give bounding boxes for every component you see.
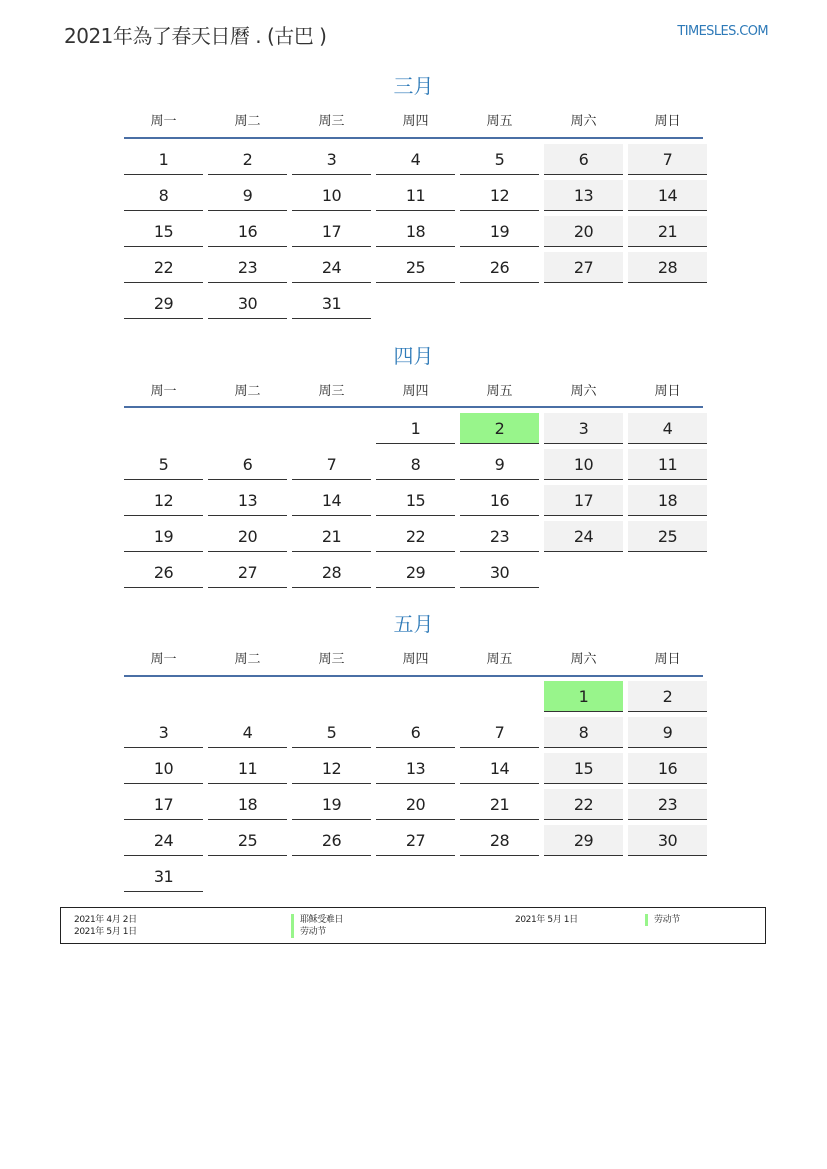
day-cell: 1 [376, 413, 455, 444]
header-rule [124, 137, 703, 139]
weekday-label: 周三 [318, 652, 345, 667]
day-cell: 10 [124, 753, 203, 784]
day-cell: 24 [124, 825, 203, 856]
day-cell: 22 [376, 521, 455, 552]
holiday-day-cell: 2 [460, 413, 539, 444]
day-cell: 10 [544, 449, 623, 480]
day-cell: 16 [460, 485, 539, 516]
day-cell: 24 [292, 252, 371, 283]
day-cell: 23 [460, 521, 539, 552]
day-cell: 13 [544, 180, 623, 211]
weekday-header [124, 110, 703, 130]
empty-cell [292, 413, 371, 444]
day-cell: 23 [208, 252, 287, 283]
weekday-label: 周六 [570, 114, 597, 129]
day-cell: 29 [544, 825, 623, 856]
weekday-label: 周三 [318, 114, 345, 129]
day-cell: 31 [124, 861, 203, 892]
day-cell: 20 [208, 521, 287, 552]
month-grid-april [124, 413, 703, 588]
day-cell: 3 [544, 413, 623, 444]
day-cell: 4 [208, 717, 287, 748]
day-cell: 26 [124, 557, 203, 588]
weekday-label: 周四 [402, 384, 429, 399]
day-cell: 28 [292, 557, 371, 588]
weekday-label: 周五 [486, 114, 513, 129]
day-cell: 20 [376, 789, 455, 820]
month-title-april: 四月 [393, 344, 434, 368]
weekday-label: 周二 [234, 652, 261, 667]
day-cell: 18 [208, 789, 287, 820]
day-cell: 9 [460, 449, 539, 480]
empty-cell [208, 413, 287, 444]
day-cell: 17 [292, 216, 371, 247]
day-cell: 12 [124, 485, 203, 516]
day-cell: 3 [292, 144, 371, 175]
day-cell: 7 [628, 144, 707, 175]
day-cell: 27 [208, 557, 287, 588]
weekday-label: 周一 [150, 652, 177, 667]
empty-cell [124, 681, 203, 712]
day-cell: 7 [460, 717, 539, 748]
day-cell: 9 [628, 717, 707, 748]
day-cell: 17 [124, 789, 203, 820]
month-grid-may [124, 681, 703, 892]
weekday-label: 周二 [234, 384, 261, 399]
day-cell: 18 [628, 485, 707, 516]
weekday-label: 周四 [402, 652, 429, 667]
day-cell: 14 [292, 485, 371, 516]
day-cell: 12 [292, 753, 371, 784]
day-cell: 13 [376, 753, 455, 784]
day-cell: 12 [460, 180, 539, 211]
month-title-may: 五月 [393, 612, 434, 636]
weekday-label: 周二 [234, 114, 261, 129]
day-cell: 22 [544, 789, 623, 820]
day-cell: 18 [376, 216, 455, 247]
day-cell: 25 [376, 252, 455, 283]
day-cell: 23 [628, 789, 707, 820]
day-cell: 11 [628, 449, 707, 480]
day-cell: 4 [628, 413, 707, 444]
day-cell: 28 [460, 825, 539, 856]
day-cell: 19 [460, 216, 539, 247]
page-title: 2021年為了春天日曆 . (古巴 ) [64, 24, 327, 48]
legend-holiday-name: 耶稣受难日 [291, 914, 343, 926]
empty-cell [292, 681, 371, 712]
empty-cell [208, 681, 287, 712]
day-cell: 31 [292, 288, 371, 319]
day-cell: 22 [124, 252, 203, 283]
weekday-label: 周一 [150, 114, 177, 129]
empty-cell [460, 681, 539, 712]
day-cell: 30 [460, 557, 539, 588]
day-cell: 16 [628, 753, 707, 784]
day-cell: 9 [208, 180, 287, 211]
site-link[interactable]: TIMESLES.COM [677, 24, 768, 39]
day-cell: 6 [208, 449, 287, 480]
weekday-label: 周六 [570, 384, 597, 399]
day-cell: 11 [208, 753, 287, 784]
day-cell: 27 [544, 252, 623, 283]
day-cell: 19 [292, 789, 371, 820]
day-cell: 27 [376, 825, 455, 856]
day-cell: 5 [292, 717, 371, 748]
day-cell: 13 [208, 485, 287, 516]
holiday-day-cell: 1 [544, 681, 623, 712]
weekday-label: 周一 [150, 384, 177, 399]
day-cell: 10 [292, 180, 371, 211]
weekday-header [124, 380, 703, 400]
weekday-label: 周四 [402, 114, 429, 129]
day-cell: 16 [208, 216, 287, 247]
weekday-header [124, 648, 703, 668]
day-cell: 17 [544, 485, 623, 516]
day-cell: 2 [208, 144, 287, 175]
weekday-label: 周日 [654, 652, 681, 667]
day-cell: 14 [628, 180, 707, 211]
day-cell: 30 [208, 288, 287, 319]
day-cell: 30 [628, 825, 707, 856]
legend-holiday-name: 劳动节 [291, 926, 326, 938]
day-cell: 29 [124, 288, 203, 319]
day-cell: 1 [124, 144, 203, 175]
day-cell: 11 [376, 180, 455, 211]
day-cell: 5 [460, 144, 539, 175]
day-cell: 4 [376, 144, 455, 175]
day-cell: 21 [628, 216, 707, 247]
header-rule [124, 675, 703, 677]
day-cell: 21 [460, 789, 539, 820]
day-cell: 24 [544, 521, 623, 552]
day-cell: 3 [124, 717, 203, 748]
legend-holiday-name: 劳动节 [645, 914, 680, 926]
month-grid-march [124, 144, 703, 319]
legend-date: 2021年 5月 1日 [74, 927, 137, 937]
day-cell: 25 [628, 521, 707, 552]
day-cell: 6 [544, 144, 623, 175]
day-cell: 5 [124, 449, 203, 480]
day-cell: 28 [628, 252, 707, 283]
day-cell: 8 [124, 180, 203, 211]
day-cell: 25 [208, 825, 287, 856]
day-cell: 21 [292, 521, 371, 552]
day-cell: 15 [376, 485, 455, 516]
empty-cell [376, 681, 455, 712]
day-cell: 19 [124, 521, 203, 552]
day-cell: 8 [376, 449, 455, 480]
weekday-label: 周日 [654, 384, 681, 399]
day-cell: 29 [376, 557, 455, 588]
day-cell: 26 [292, 825, 371, 856]
day-cell: 20 [544, 216, 623, 247]
legend-date: 2021年 4月 2日 [74, 915, 137, 925]
weekday-label: 周五 [486, 384, 513, 399]
day-cell: 7 [292, 449, 371, 480]
holiday-legend [60, 907, 766, 944]
weekday-label: 周五 [486, 652, 513, 667]
header-rule [124, 406, 703, 408]
day-cell: 26 [460, 252, 539, 283]
day-cell: 8 [544, 717, 623, 748]
day-cell: 14 [460, 753, 539, 784]
weekday-label: 周三 [318, 384, 345, 399]
day-cell: 2 [628, 681, 707, 712]
weekday-label: 周六 [570, 652, 597, 667]
day-cell: 15 [544, 753, 623, 784]
legend-date: 2021年 5月 1日 [515, 915, 578, 925]
day-cell: 15 [124, 216, 203, 247]
weekday-label: 周日 [654, 114, 681, 129]
month-title-march: 三月 [393, 74, 434, 98]
day-cell: 6 [376, 717, 455, 748]
empty-cell [124, 413, 203, 444]
